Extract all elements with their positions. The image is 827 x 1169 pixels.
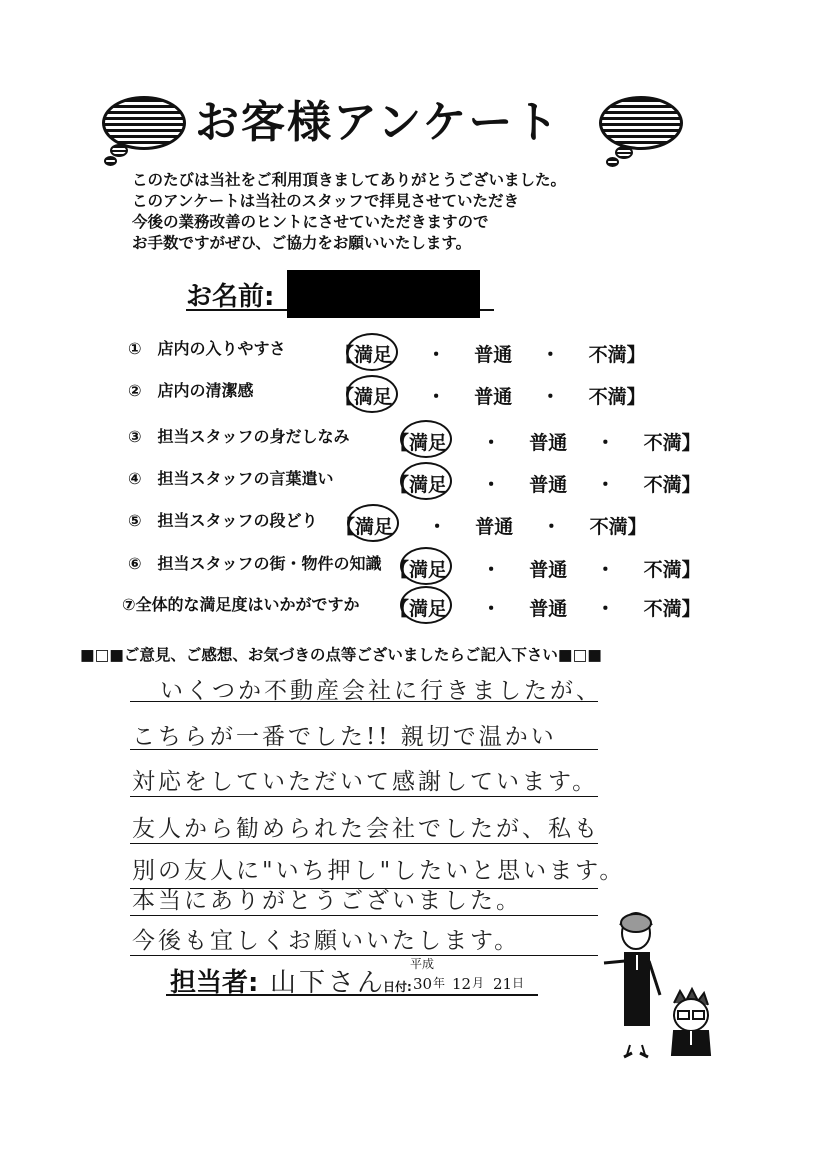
option-neutral[interactable]: 普通 [475,516,514,538]
intro-line: 今後の業務改善のヒントにさせていただきますので [132,213,489,231]
option-neutral[interactable]: 普通 [529,432,568,454]
comment-line-2: こちらが一番でした!! 親切で温かい [132,724,557,750]
option-dissatisfied[interactable]: 不満】 [643,559,701,581]
date-month-unit: 月 [472,976,485,990]
selected-circle [346,333,398,371]
date-year-unit: 年 [433,976,446,990]
option-dissatisfied[interactable]: 不満】 [643,474,701,496]
option-separator: ・ [426,386,446,408]
ruled-line [130,955,598,956]
bubble-dot-right-large-icon [615,146,633,159]
option-separator: ・ [540,386,560,408]
selected-circle [346,375,398,413]
date-day-unit: 日 [512,976,525,990]
staff-man-figure [672,989,710,1055]
option-dissatisfied[interactable]: 不満】 [588,344,646,366]
intro-line: このたびは当社をご利用頂きましてありがとうございました。 [132,171,567,189]
option-separator: ・ [540,344,560,366]
staff-label: 担当者: [170,968,259,998]
option-separator: ・ [481,474,501,496]
option-satisfied[interactable]: 【満足 [336,516,394,538]
page-title: お客様アンケート [195,97,561,148]
option-neutral[interactable]: 普通 [474,344,513,366]
option-dissatisfied[interactable]: 不満】 [643,598,701,620]
staff-woman-figure [604,913,660,1057]
option-separator: ・ [427,516,447,538]
selected-circle [400,420,452,458]
option-separator: ・ [481,559,501,581]
option-separator: ・ [541,516,561,538]
option-dissatisfied[interactable]: 不満】 [643,432,701,454]
option-neutral[interactable]: 普通 [474,386,513,408]
comments-heading: ■□■ご意見、ご感想、お気づきの点等ございましたらご記入下さい■□■ [80,646,602,664]
comment-line-7: 今後も宜しくお願いいたします。 [132,928,521,954]
option-neutral[interactable]: 普通 [529,474,568,496]
ruled-line [130,749,598,750]
comment-line-4: 友人から勧められた会社でしたが、私も [132,816,600,842]
option-satisfied[interactable]: 【満足 [335,344,393,366]
ruled-line [130,843,598,844]
name-label: お名前: [186,282,275,312]
option-satisfied[interactable]: 【満足 [390,559,448,581]
question-7-label: ⑦全体的な満足度はいかがですか [122,595,360,614]
ruled-line [130,796,598,797]
footer-underline [166,994,538,996]
option-separator: ・ [426,344,446,366]
comment-line-3: 対応をしていただいて感謝しています。 [132,769,599,795]
option-neutral[interactable]: 普通 [529,559,568,581]
option-dissatisfied[interactable]: 不満】 [588,386,646,408]
date-label: 日付: [383,980,412,994]
question-4-label: ④ 担当スタッフの言葉遣い [128,469,334,488]
option-satisfied[interactable]: 【満足 [390,474,448,496]
option-satisfied[interactable]: 【満足 [335,386,393,408]
option-separator: ・ [481,432,501,454]
option-satisfied[interactable]: 【満足 [390,432,448,454]
option-separator: ・ [595,598,615,620]
comment-line-5: 別の友人に"いち押し"したいと思います。 [132,858,626,884]
date-day: 21 [493,975,513,993]
comment-line-1: いくつか不動産会社に行きましたが、 [160,678,602,704]
option-separator: ・ [595,432,615,454]
question-5-label: ⑤ 担当スタッフの段どり [128,511,318,530]
option-separator: ・ [481,598,501,620]
question-6-label: ⑥ 担当スタッフの街・物件の知識 [128,554,382,573]
question-2-label: ② 店内の清潔感 [128,381,254,400]
option-separator: ・ [595,474,615,496]
intro-line: このアンケートは当社のスタッフで拝見させていただき [132,192,520,210]
selected-circle [347,504,399,542]
question-3-label: ③ 担当スタッフの身だしなみ [128,427,350,446]
bubble-dot-right-small-icon [606,157,619,167]
date-era: 平成 [410,957,435,971]
ruled-line [130,915,598,916]
bubble-dot-left-small-icon [104,156,117,166]
option-separator: ・ [595,559,615,581]
intro-line: お手数ですがぜひ、ご協力をお願いいたします。 [132,234,472,252]
option-dissatisfied[interactable]: 不満】 [589,516,647,538]
selected-circle [400,462,452,500]
option-neutral[interactable]: 普通 [529,598,568,620]
date-month: 12 [452,975,472,993]
bubble-dot-left-large-icon [110,144,128,157]
comment-line-6: 本当にありがとうございました。 [132,888,522,914]
intro-text [132,170,566,254]
selected-circle [400,547,452,585]
speech-bubble-left-icon [102,96,186,150]
speech-bubble-right-icon [599,96,683,150]
staff-name: 山下さん [270,968,387,998]
name-redaction [287,270,480,318]
question-1-label: ① 店内の入りやすさ [128,339,286,358]
option-satisfied[interactable]: 【満足 [390,598,448,620]
date-year: 30 [413,975,433,993]
ruled-line [130,701,598,702]
staff-illustration [590,895,730,1065]
selected-circle [400,586,452,624]
